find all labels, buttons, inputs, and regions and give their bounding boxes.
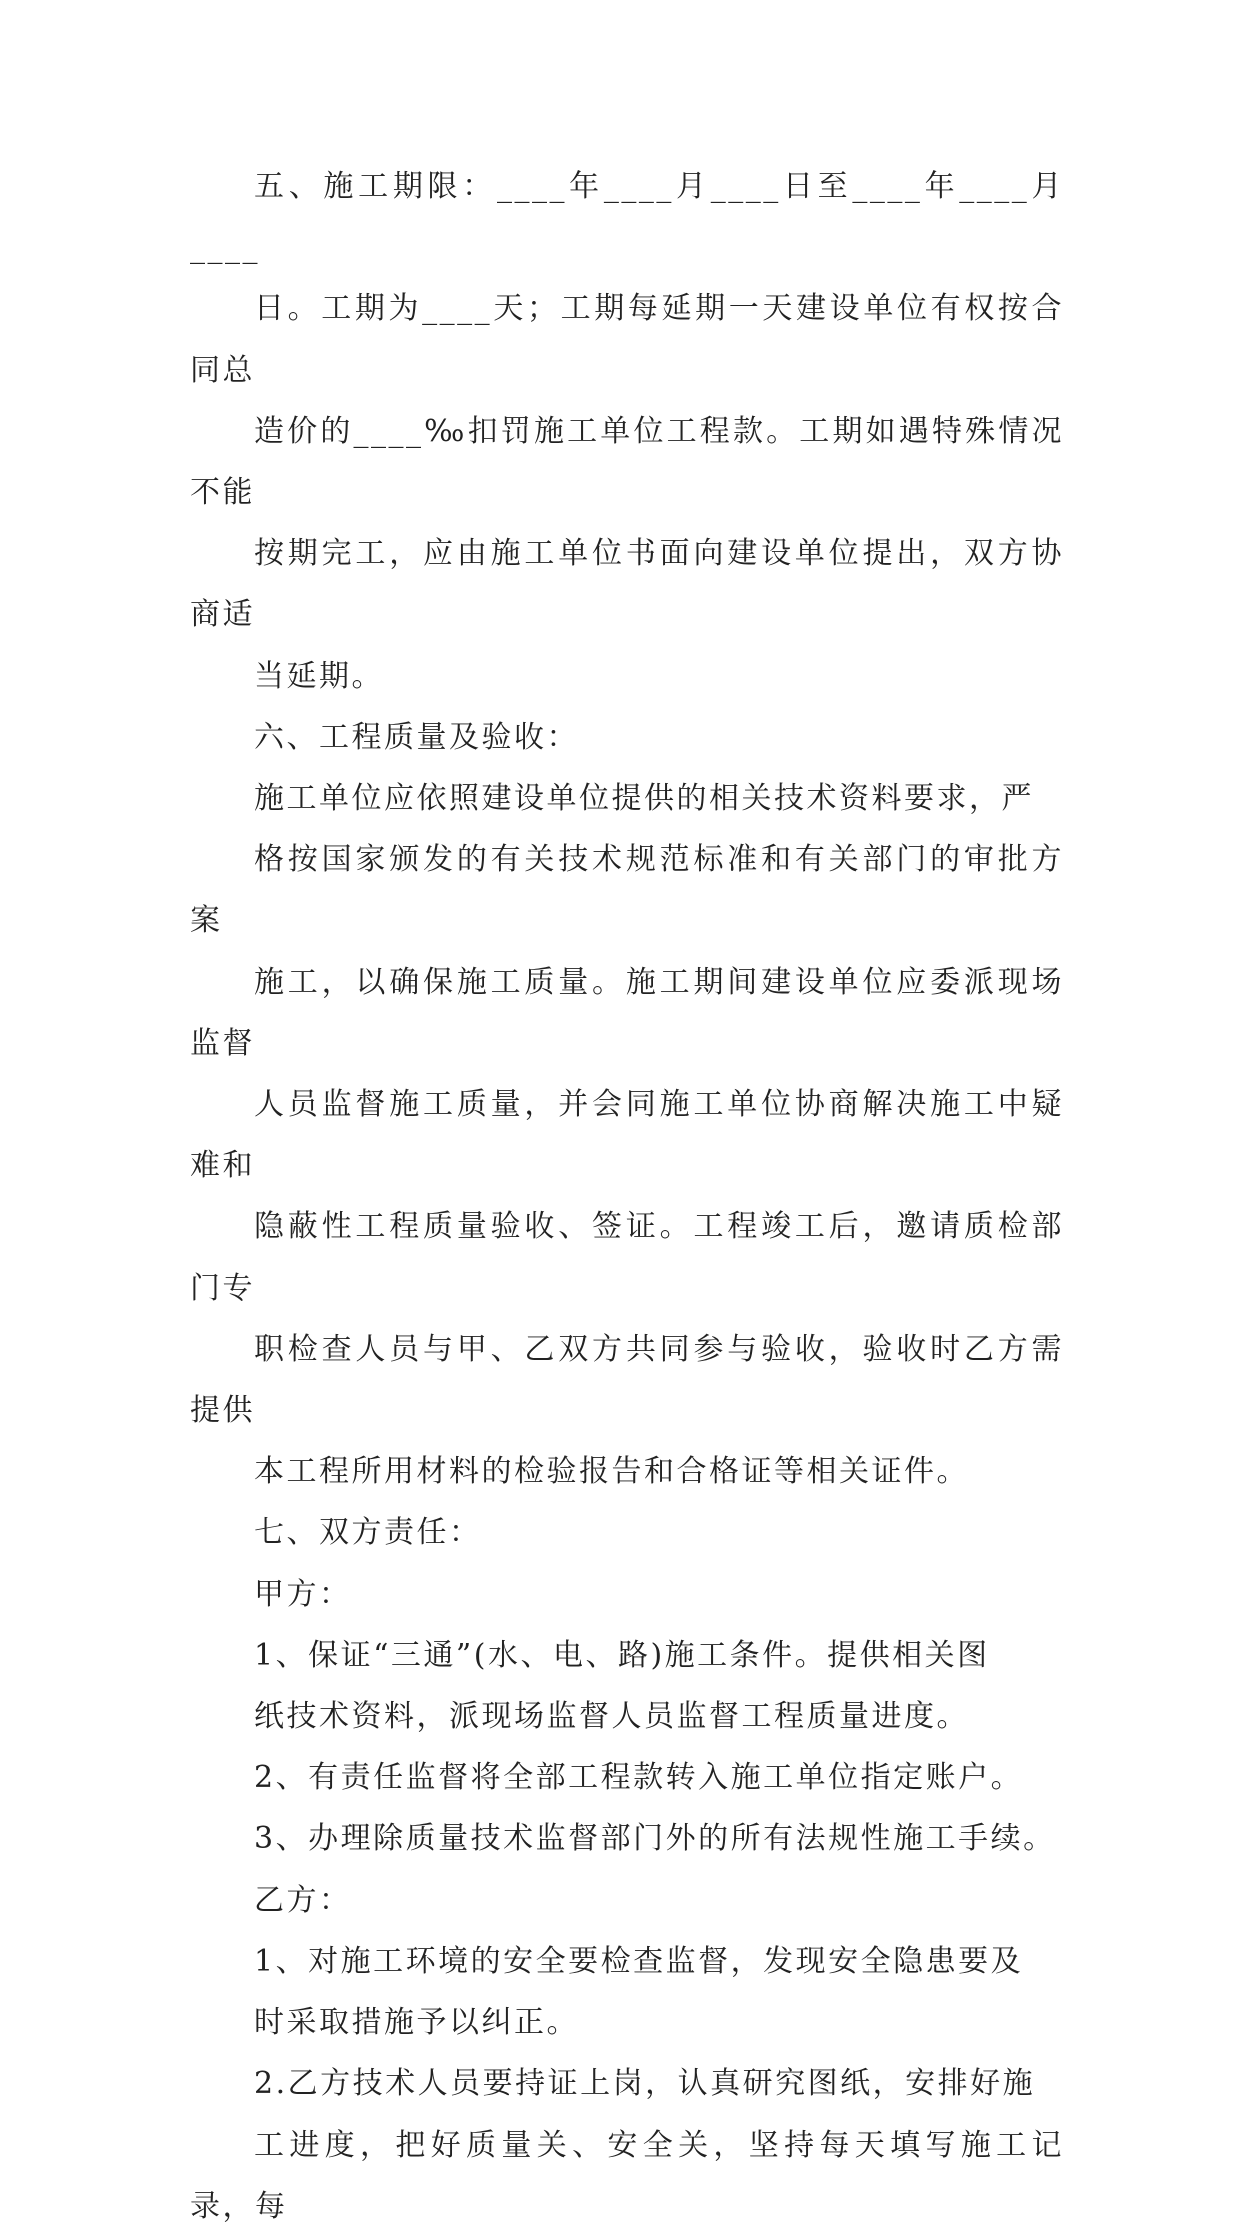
- text-line: 格按国家颁发的有关技术规范标准和有关部门的审批方案: [190, 842, 1064, 939]
- paragraph-section-7-heading: [190, 1502, 1064, 1563]
- text-line: 1、对施工环境的安全要检查监督，发现安全隐患要及: [254, 1943, 1024, 1979]
- text-line: 七、双方责任：: [254, 1515, 482, 1551]
- text-line: 按期完工，应由施工单位书面向建设单位提出，双方协商适: [190, 536, 1064, 633]
- text-line: 施工，以确保施工质量。施工期间建设单位应委派现场监督: [190, 964, 1064, 1061]
- paragraph-section-6-heading: [190, 707, 1064, 768]
- paragraph-section-6-body: [190, 768, 1064, 1502]
- text-line: 六、工程质量及验收：: [254, 719, 579, 755]
- text-line: 时采取措施予以纠正。: [254, 2005, 579, 2041]
- text-line: 2.乙方技术人员要持证上岗，认真研究图纸，安排好施: [254, 2066, 1036, 2102]
- paragraph-party-b-item-1: [190, 1931, 1064, 2053]
- text-line: 施工单位应依照建设单位提供的相关技术资料要求，严: [254, 781, 1034, 817]
- text-line: 五、施工期限：____年____月____日至____年____月____: [190, 169, 1064, 266]
- paragraph-party-a-item-3: [190, 1808, 1064, 1869]
- text-line: 本工程所用材料的检验报告和合格证等相关证件。: [254, 1454, 969, 1490]
- text-line: 纸技术资料，派现场监督人员监督工程质量进度。: [254, 1699, 969, 1735]
- paragraph-section-5: [190, 156, 1064, 707]
- text-line: 甲方：: [254, 1576, 352, 1612]
- text-line: 当延期。: [254, 658, 384, 694]
- text-line: 职检查人员与甲、乙双方共同参与验收，验收时乙方需提供: [190, 1331, 1064, 1429]
- paragraph-party-a-heading: [190, 1564, 1064, 1625]
- text-line: 1、保证“三通”(水、电、路)施工条件。提供相关图: [254, 1637, 990, 1673]
- text-line: 人员监督施工质量，并会同施工单位协商解决施工中疑难和: [190, 1087, 1064, 1184]
- text-line: 日。工期为____天；工期每延期一天建设单位有权按合同总: [190, 291, 1064, 388]
- paragraph-party-a-item-2: [190, 1747, 1064, 1808]
- paragraph-party-b-heading: [190, 1870, 1064, 1931]
- paragraph-party-a-item-1: [190, 1625, 1064, 1747]
- document-body: [190, 156, 1064, 2237]
- text-line: 造价的____‰扣罚施工单位工程款。工期如遇特殊情况不能: [190, 413, 1064, 511]
- text-line: 隐蔽性工程质量验收、签证。工程竣工后，邀请质检部门专: [190, 1209, 1064, 1306]
- text-line: 3、办理除质量技术监督部门外的所有法规性施工手续。: [254, 1821, 1056, 1857]
- text-line: 乙方：: [254, 1882, 352, 1918]
- paragraph-party-b-item-2: [190, 2053, 1064, 2237]
- text-line: 工进度，把好质量关、安全关，坚持每天填写施工记录，每: [190, 2127, 1064, 2224]
- text-line: 2、有责任监督将全部工程款转入施工单位指定账户。: [254, 1760, 1024, 1796]
